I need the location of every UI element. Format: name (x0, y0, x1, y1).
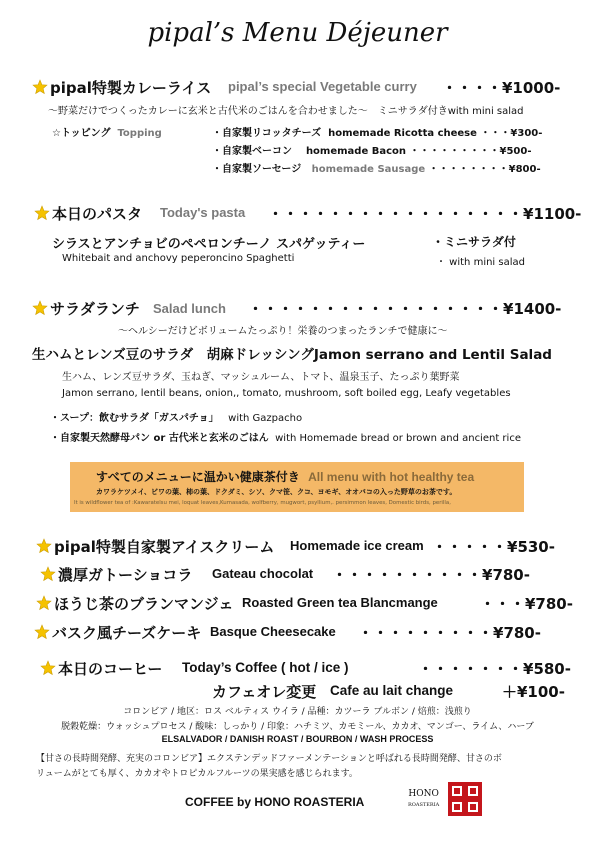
coffee-option-en: Cafe au lait change (330, 683, 454, 698)
dessert-price: ・・・・・¥530- (432, 538, 555, 556)
coffee-info: ELSALVADOR / DANISH ROAST / BOURBON / WASH PROCESS (161, 734, 434, 744)
topping-price: ・・・¥300- (480, 128, 543, 139)
dessert-name-ja: ほうじ茶のブランマンジェ (54, 595, 234, 613)
footer-text: COFFEE by HONO ROASTERIA (185, 795, 365, 809)
topping-item (212, 160, 541, 175)
pasta-side-ja: ・ミニサラダ付 (432, 235, 516, 249)
coffee-title-ja: 本日のコーヒー (58, 660, 163, 678)
dessert-name-ja: 濃厚ガトーショコラ (58, 566, 193, 584)
salad-ingredients-en: Jamon serrano, lentil beans, onion,, tomato, mushroom, soft boiled egg, Leafy vegetables (62, 388, 511, 399)
salad-soup (50, 409, 302, 424)
tea-title (96, 468, 474, 485)
pasta-title-en: Today's pasta (160, 205, 246, 220)
topping-item (212, 142, 531, 157)
topping-name-en: homemade Bacon (305, 146, 407, 157)
dessert-name-en: Roasted Green tea Blancmange (242, 595, 438, 610)
logo-sub: ROASTERIA (408, 802, 440, 808)
star-icon (36, 538, 52, 554)
salad-heading (32, 298, 140, 319)
salad-ingredients-ja: 生ハム、レンズ豆サラダ、玉ねぎ、マッシュルーム、トマト、温泉玉子、たっぷり葉野菜 (62, 372, 460, 383)
salad-title-en: Salad lunch (153, 301, 226, 316)
topping-item (212, 124, 542, 139)
star-icon (40, 566, 56, 582)
topping-name-ja: ・自家製リコッタチーズ (212, 128, 322, 139)
dessert-name-ja: pipal特製自家製アイスクリーム (54, 538, 275, 556)
coffee-title-en: Today’s Coffee ( hot / ice ) (182, 660, 349, 675)
dessert-item (40, 564, 192, 585)
dessert-name-en: Basque Cheesecake (210, 624, 336, 639)
star-icon (34, 205, 50, 221)
pasta-heading (34, 203, 142, 224)
salad-description: 〜ヘルシーだけどボリュームたっぷり！栄養のつまったランチで健康に〜 (118, 326, 448, 337)
curry-price: ・・・・¥1000- (442, 79, 561, 97)
dessert-name-ja: バスク風チーズケーキ (52, 624, 202, 642)
pasta-dish-ja: シラスとアンチョビのペペロンチーノ スパゲッティー (52, 237, 366, 252)
logo-name: HONO (408, 789, 439, 799)
tea-title-en: All menu with hot healthy tea (308, 470, 475, 484)
tea-title-ja: すべてのメニューに温かい健康茶付き (96, 470, 300, 484)
topping-label-en: Topping (117, 128, 162, 139)
dessert-item (36, 536, 274, 557)
curry-heading (32, 77, 211, 98)
salad-dish: 生ハムとレンズ豆のサラダ 胡麻ドレッシングJamon serrano and Lentil Salad (32, 347, 552, 363)
topping-price: ・・・・・・・・・¥500- (409, 146, 532, 157)
salad-bread-en: with Homemade bread or brown and ancient rice (275, 433, 521, 444)
curry-title-en: pipal’s special Vegetable curry (228, 79, 417, 94)
pasta-price: ・・・・・・・・・・・・・・・・・¥1100- (268, 205, 582, 223)
star-icon (32, 300, 48, 316)
salad-bread (50, 429, 521, 444)
tea-ingredients-ja: カワラケツメイ、ビワの葉、柿の葉、ドクダミ、シソ、クマ笹、クコ、ヨモギ、オオバコの入った野草のお茶です。 (96, 488, 457, 496)
coffee-option-ja: カフェオレ変更 (212, 683, 317, 701)
topping-label-ja: ☆トッピング (52, 128, 111, 139)
coffee-option-price: ＋¥100- (502, 683, 565, 701)
coffee-note: リュームがとても厚く、カカオやトロピカルフルーツの果実感を感じられます。 (36, 769, 358, 779)
page-title: pipal’s Menu Déjeuner (147, 18, 448, 48)
pasta-title-ja: 本日のパスタ (52, 205, 143, 223)
coffee-price: ・・・・・・・¥580- (418, 660, 571, 678)
dessert-name-en: Homemade ice cream (290, 538, 424, 553)
salad-soup-ja: ・スープ：飲むサラダ「ガスパチョ」 (50, 413, 219, 424)
tea-banner (70, 462, 524, 512)
pasta-dish-en: Whitebait and anchovy peperoncino Spaghetti (62, 253, 295, 264)
dessert-name-en: Gateau chocolat (212, 566, 314, 581)
coffee-info: コロンビア / 地区：ロス ベルティス ウイラ / 品種：カツーラ ブルボン / 焙煎：浅煎り (123, 707, 472, 717)
star-icon (32, 79, 48, 95)
coffee-note: 【甘さの長時間発酵、充実のコロンビア】エクステンデッドファーメンテーションと呼ばれる長時間発酵、甘さのボ (36, 754, 502, 764)
star-icon (40, 660, 56, 676)
star-icon (34, 624, 50, 640)
dessert-item (36, 593, 233, 614)
pasta-side-en: ・ with mini salad (436, 257, 525, 268)
dessert-price: ・・・・・・・・・・¥780- (332, 566, 530, 584)
star-icon (36, 595, 52, 611)
coffee-heading (40, 658, 162, 679)
curry-title-ja: pipal特製カレーライス (50, 79, 212, 97)
topping-name-ja: ・自家製ソーセージ (212, 164, 302, 175)
coffee-info: 脱穀乾燥：ウォッシュプロセス / 酸味：しっかり / 印象：ハチミツ、カモミール、カカオ、マンゴー、ライム、ハーブ (61, 722, 534, 732)
hono-logo-icon (448, 782, 482, 816)
topping-name-en: homemade Sausage (311, 164, 426, 175)
topping-price: ・・・・・・・・¥800- (428, 164, 541, 175)
salad-soup-en: with Gazpacho (228, 413, 303, 424)
dessert-item (34, 622, 201, 643)
salad-bread-ja: ・自家製天然酵母パン or 古代米と玄米のごはん (50, 433, 269, 444)
footer-logo-text (408, 789, 439, 811)
topping-name-ja: ・自家製ベーコン (212, 146, 292, 157)
topping-label (52, 124, 162, 139)
topping-name-en: homemade Ricotta cheese (328, 128, 477, 139)
salad-title-ja: サラダランチ (50, 300, 140, 318)
dessert-price: ・・・・・・・・・¥780- (358, 624, 541, 642)
dessert-price: ・・・¥780- (480, 595, 573, 613)
salad-price: ・・・・・・・・・・・・・・・・・¥1400- (248, 300, 562, 318)
curry-description: 〜野菜だけでつくったカレーに玄米と古代米のごはんを合わせました〜 ミニサラダ付きwith mini salad (48, 106, 524, 117)
tea-ingredients-en: It is wildflower tea of :Kawaratelsu mei, loquat leaves,Kumasada, wolfberry, mugwort, psyllium,. persimmon leaves, Domestic birds, perilla, (74, 500, 451, 506)
